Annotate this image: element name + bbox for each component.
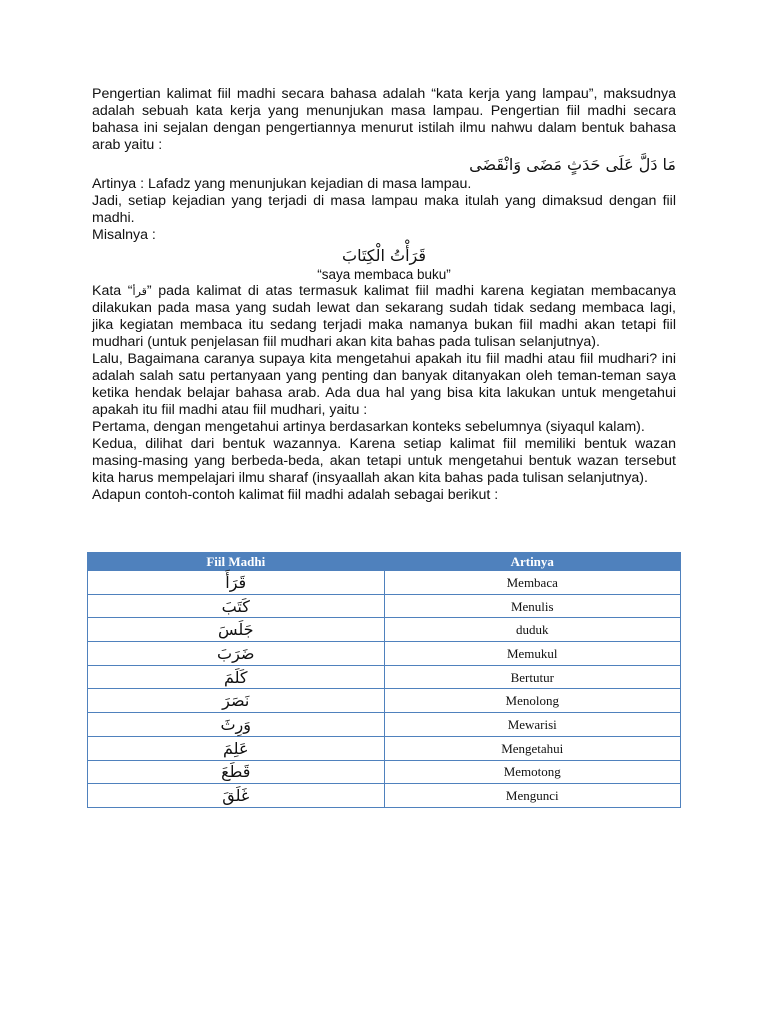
table-header-row <box>88 553 681 571</box>
document-body <box>92 86 676 504</box>
meaning-cell: duduk <box>384 618 681 642</box>
meaning-cell: Memotong <box>384 760 681 784</box>
table-row <box>88 594 681 618</box>
table-row <box>88 713 681 737</box>
header-fiil-madhi: Fiil Madhi <box>88 553 385 571</box>
fiil-madhi-cell: نَصَرَ <box>88 689 385 713</box>
meaning-cell: Bertutur <box>384 665 681 689</box>
paragraph-table-intro: Adapun contoh-contoh kalimat fiil madhi adalah sebagai berikut : <box>92 487 499 503</box>
meaning-cell: Mewarisi <box>384 713 681 737</box>
meaning-cell: Membaca <box>384 571 681 595</box>
paragraph-question: Lalu, Bagaimana caranya supaya kita mengetahui apakah itu fiil madhi atau fiil mudhari? ini adalah salah satu pertanyaan yang penting dan banyak ditanyakan oleh teman-teman saya ketika hendak belajar bahasa arab. Ada dua hal yang bisa kita lakukan untuk mengetahui apakah itu fiil madhi atau fiil mudhari, yaitu : <box>92 351 676 418</box>
paragraph-second-way: Kedua, dilihat dari bentuk wazannya. Karena setiap kalimat fiil memiliki bentuk wazan masing-masing yang berbeda-beda, akan tetapi untuk mengetahui bentuk wazan tersebut kita harus mempelajari ilmu sharaf (insyaallah akan kita bahas pada tulisan selanjutnya). <box>92 436 676 486</box>
fiil-madhi-cell: ضَرَبَ <box>88 642 385 666</box>
fiil-madhi-cell: غَلَقَ <box>88 784 385 808</box>
explanation-rest: ” pada kalimat di atas termasuk kalimat fiil madhi karena kegiatan membacanya dilakukan pada masa yang sudah lewat dan sekarang sudah tidak sedang membaca lagi, jika kegiatan membaca itu sedang terjadi maka namanya bukan fiil madhi akan tetapi fiil mudhari (untuk penjelasan fiil mudhari akan kita bahas pada tulisan selanjutnya). <box>92 283 677 350</box>
table-row <box>88 571 681 595</box>
example-translation: “saya membaca buku” <box>317 267 451 282</box>
fiil-madhi-table <box>87 552 681 808</box>
fiil-madhi-cell: قَرَأَ <box>88 571 385 595</box>
explanation-arabic-word: قرأ <box>132 285 147 298</box>
table-row <box>88 642 681 666</box>
header-artinya: Artinya <box>384 553 681 571</box>
arabic-definition: مَا دَلَّ عَلَى حَدَثٍ مَضَى وَانْقَضَى <box>469 155 676 174</box>
paragraph-conclusion: Jadi, setiap kejadian yang terjadi di masa lampau maka itulah yang dimaksud dengan fiil madhi. <box>92 193 676 226</box>
arabic-example: قَرَأْتُ الْكِتَابَ <box>342 246 426 265</box>
table-row <box>88 618 681 642</box>
table-row <box>88 784 681 808</box>
paragraph-example-intro: Misalnya : <box>92 227 156 243</box>
meaning-cell: Menulis <box>384 594 681 618</box>
fiil-madhi-cell: جَلَسَ <box>88 618 385 642</box>
fiil-madhi-cell: كَتَبَ <box>88 594 385 618</box>
paragraph-meaning: Artinya : Lafadz yang menunjukan kejadian di masa lampau. <box>92 176 472 192</box>
table-row <box>88 736 681 760</box>
fiil-madhi-cell: وَرِثَ <box>88 713 385 737</box>
explanation-start: Kata “ <box>92 283 133 299</box>
paragraph-first-way: Pertama, dengan mengetahui artinya berdasarkan konteks sebelumnya (siyaqul kalam). <box>92 419 645 435</box>
meaning-cell: Menolong <box>384 689 681 713</box>
meaning-cell: Mengunci <box>384 784 681 808</box>
fiil-madhi-cell: عَلِمَ <box>88 736 385 760</box>
fiil-madhi-cell: قَطَعَ <box>88 760 385 784</box>
paragraph-definition: Pengertian kalimat fiil madhi secara bahasa adalah “kata kerja yang lampau”, maksudnya adalah sebuah kata kerja yang menunjukan masa lampau. Pengertian fiil madhi secara bahasa ini sejalan dengan pengertiannya menurut istilah ilmu nahwu dalam bentuk bahasa arab yaitu : <box>92 86 676 153</box>
meaning-cell: Memukul <box>384 642 681 666</box>
paragraph-explanation <box>92 283 676 351</box>
table-row <box>88 760 681 784</box>
table-row <box>88 689 681 713</box>
fiil-madhi-table-container <box>87 552 681 808</box>
meaning-cell: Mengetahui <box>384 736 681 760</box>
table-row <box>88 665 681 689</box>
fiil-madhi-cell: كَلَمَ <box>88 665 385 689</box>
